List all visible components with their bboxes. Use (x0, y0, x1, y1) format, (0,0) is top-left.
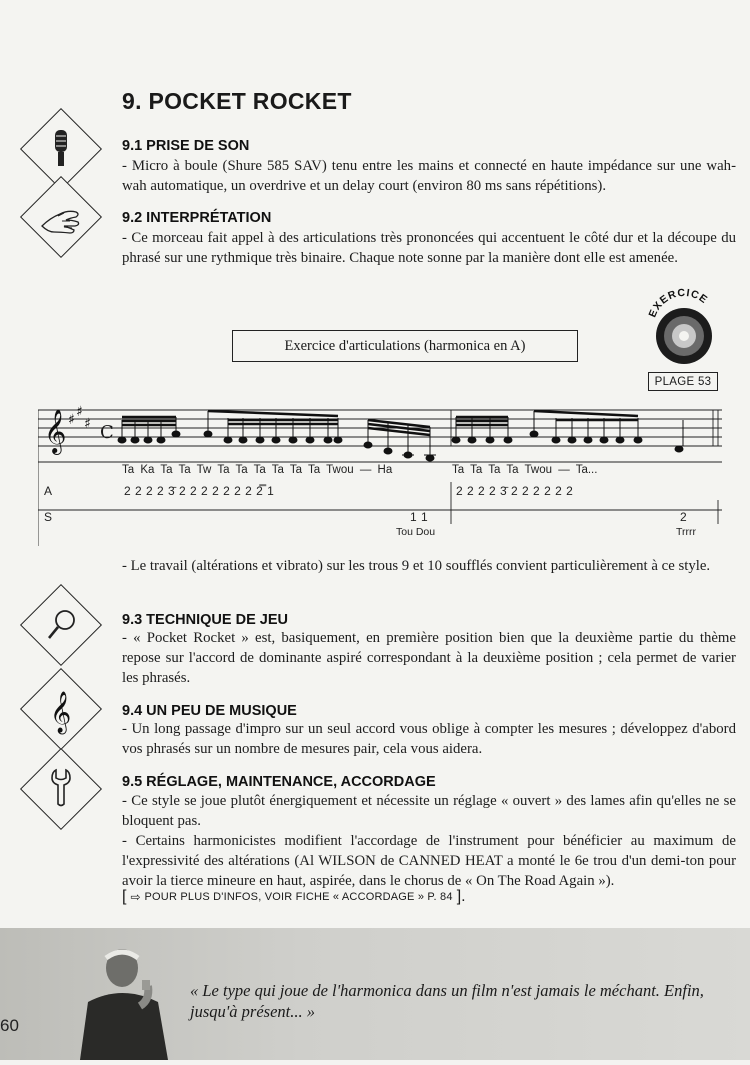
reference-line (122, 888, 466, 906)
treble-clef-icon (20, 668, 102, 750)
tab-blow-measure-1: 2 2 2 2 3̄ 2 2 2 2 2 2 2 2̿ 1 (124, 484, 275, 498)
page-number: 60 (0, 1016, 19, 1035)
svg-text:♯: ♯ (84, 416, 91, 432)
time-signature: C (100, 422, 114, 443)
section-text-reglage-2: - Certains harmonicistes modifient l'accordage de l'instrument pour bénéficier au maximum de l'expressivité des altérations (Al WILSON de CANNED HEAT a monté le 6e trou d'un demi-ton pour avoir la tierce mineure en haut, aspirée, dans le chorus de « On The Road Again »). (122, 833, 736, 889)
musician-photo (40, 940, 190, 1060)
svg-text:♯: ♯ (68, 412, 75, 428)
bracket-close: ]. (456, 888, 466, 905)
section-heading-interpretation: 9.2 INTERPRÉTATION (122, 210, 272, 226)
tab-blow-measure-2: 2 2 2 2 3̄ 2 2 2 2 2 2 (456, 484, 574, 498)
tab-draw-measure-2: 2 (680, 510, 688, 524)
magnifier-icon (20, 584, 102, 666)
cd-exercise-badge (644, 288, 724, 368)
syllables-measure-2: Ta Ta Ta Ta Twou — Ta... (452, 464, 598, 476)
section-text-prise-de-son: - Micro à boule (Shure 585 SAV) tenu entre les mains et connecté en haute impédance sur une wah-wah automatique, un overdrive et un delay court (environ 80 ms sans répétitions). (122, 158, 736, 194)
section-heading-prise-de-son: 9.1 PRISE DE SON (122, 138, 250, 154)
staff-comment: - Le travail (altérations et vibrato) sur les trous 9 et 10 soufflés convient particulièrement à ce style. (122, 558, 711, 574)
section-heading-technique: 9.3 TECHNIQUE DE JEU (122, 612, 288, 628)
syllables-measure-1: Ta Ka Ta Ta Tw Ta Ta Ta Ta Ta Ta Twou — Ha (122, 464, 393, 476)
draw-syllables-2: Trrrr (676, 526, 697, 538)
reference-text: POUR PLUS D'INFOS, VOIR FICHE « ACCORDAGE » P. 84 (144, 891, 453, 903)
tab-draw-measure-1: 1 1 (410, 510, 429, 524)
section-text-reglage-1: - Ce style se joue plutôt énergiquement et nécessite un réglage « ouvert » des lames afin qu'elles ne se bloquent pas. (122, 793, 736, 829)
section-heading-reglage: 9.5 RÉGLAGE, MAINTENANCE, ACCORDAGE (122, 774, 436, 790)
wrench-icon (20, 748, 102, 830)
hand-icon (20, 176, 102, 258)
svg-text:♯: ♯ (76, 404, 83, 420)
draw-syllables-1: Tou Dou (396, 526, 436, 538)
arrow-icon: ⇨ (130, 890, 141, 904)
tab-label-s: S (44, 510, 53, 524)
tab-label-a: A (44, 484, 53, 498)
exercise-title-box: Exercice d'articulations (harmonica en A) (232, 330, 578, 362)
section-text-technique: - « Pocket Rocket » est, basiquement, en première position bien que la deuxième partie du thème repose sur l'accord de dominante aspiré correspondant à la deuxième position ; cela permet de varier les phrasés. (122, 630, 736, 686)
music-staff (38, 400, 722, 546)
svg-text:𝄞: 𝄞 (44, 409, 67, 453)
page-title: 9. POCKET ROCKET (122, 88, 352, 114)
cd-icon (644, 288, 724, 368)
bracket-open: [ (122, 888, 127, 905)
quote-text: « Le type qui joue de l'harmonica dans un film n'est jamais le méchant. Enfin, jusqu'à présent... » (190, 981, 704, 1021)
plage-label: PLAGE 53 (648, 372, 718, 391)
section-text-interpretation: - Ce morceau fait appel à des articulations très prononcées qui accentuent le côté dur et la découpe du phrasé sur une rythmique très binaire. Chaque note sonne par la manière dont elle est amenée. (122, 230, 736, 266)
section-heading-musique: 9.4 UN PEU DE MUSIQUE (122, 703, 297, 719)
svg-text:𝄞: 𝄞 (50, 692, 72, 733)
svg-text:EXERCICE: EXERCICE (646, 288, 711, 320)
section-text-musique: - Un long passage d'impro sur un seul accord vous oblige à compter les mesures ; développez d'abord vos phrasés sur un nombre de mesures pair, cela vous aidera. (122, 721, 736, 757)
